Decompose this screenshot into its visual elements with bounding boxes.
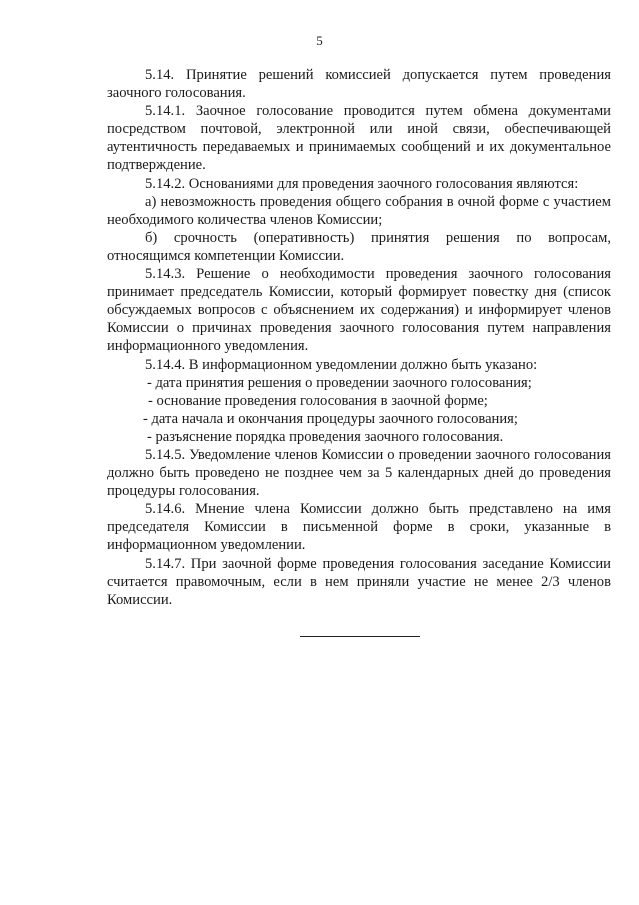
paragraph-5-14-1: 5.14.1. Заочное голосование проводится путем обмена документами посредством почтовой, электронной или иной связи, обеспечивающей аутентичность передаваемых и принимаемых сообщений и их документальное подтверждение. — [107, 103, 611, 174]
paragraph-5-14-6: 5.14.6. Мнение члена Комиссии должно быть представлено на имя председателя Комиссии в письменной форме в сроки, указанные в информационном уведомлении. — [107, 501, 611, 554]
paragraph-5-14-3: 5.14.3. Решение о необходимости проведения заочного голосования принимает председатель Комиссии, который формирует повестку дня (список обсуждаемых вопросов с объяснением их содержания) и информирует членов Комиссии о причинах проведения заочного голосования путем направления информационного уведомления. — [107, 266, 611, 355]
notice-list-item: - разъяснение порядка проведения заочного голосования. — [147, 428, 504, 445]
paragraph-5-14: 5.14. Принятие решений комиссией допускается путем проведения заочного голосования. — [107, 67, 611, 102]
paragraph-item-b: б) срочность (оперативность) принятия решения по вопросам, относящимся компетенции Комиссии. — [107, 229, 611, 264]
paragraph-item-a: а) невозможность проведения общего собрания в очной форме с участием необходимого количества членов Комиссии; — [107, 193, 611, 228]
paragraph-5-14-7: 5.14.7. При заочной форме проведения голосования заседание Комиссии считается правомочным, если в нем приняли участие не менее 2/3 членов Комиссии. — [107, 555, 611, 608]
document-body — [107, 66, 611, 609]
notice-list-item: - дата принятия решения о проведении заочного голосования; — [147, 374, 532, 391]
paragraph-5-14-2: 5.14.2. Основаниями для проведения заочного голосования являются: — [145, 175, 579, 192]
paragraph-5-14-4: 5.14.4. В информационном уведомлении должно быть указано: — [145, 356, 538, 373]
notice-list-item: - основание проведения голосования в заочной форме; — [148, 392, 488, 409]
page-number: 5 — [316, 33, 323, 48]
paragraph-5-14-5: 5.14.5. Уведомление членов Комиссии о проведении заочного голосования должно быть проведено не позднее чем за 5 календарных дней до проведения процедуры голосования. — [107, 446, 611, 500]
notice-list-item: - дата начала и окончания процедуры заочного голосования; — [143, 410, 518, 427]
end-divider-line — [300, 636, 420, 637]
